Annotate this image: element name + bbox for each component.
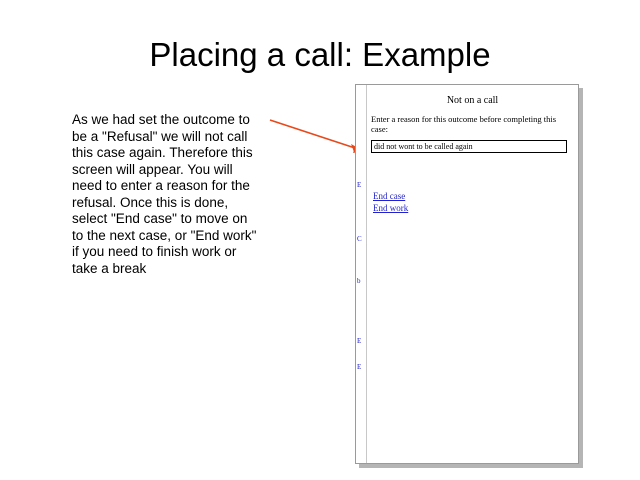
left-navigation-strip bbox=[356, 85, 367, 463]
strip-fragment[interactable]: E bbox=[357, 337, 362, 344]
strip-fragment[interactable]: E bbox=[357, 363, 362, 370]
end-case-link[interactable]: End case bbox=[373, 191, 406, 201]
instruction-text: Enter a reason for this outcome before completing this case: bbox=[371, 114, 557, 134]
strip-fragment[interactable]: C bbox=[357, 235, 362, 242]
page-title: Placing a call: Example bbox=[149, 36, 491, 73]
slide-body-text: As we had set the outcome to be a "Refusal" we will not call this case again. Therefore this screen will appear. You will need to enter a reason for the refusal. Once this is done, select "End case" to move on to the next case, or "End work" if you need to finish work or take a break bbox=[72, 112, 257, 276]
strip-fragment[interactable]: b bbox=[357, 277, 361, 284]
end-work-link[interactable]: End work bbox=[373, 203, 409, 213]
embedded-screenshot bbox=[355, 84, 579, 464]
reason-input[interactable] bbox=[371, 140, 567, 153]
action-links bbox=[373, 190, 578, 214]
dialog-heading: Not on a call bbox=[446, 95, 499, 106]
strip-fragment[interactable]: E bbox=[357, 181, 362, 188]
